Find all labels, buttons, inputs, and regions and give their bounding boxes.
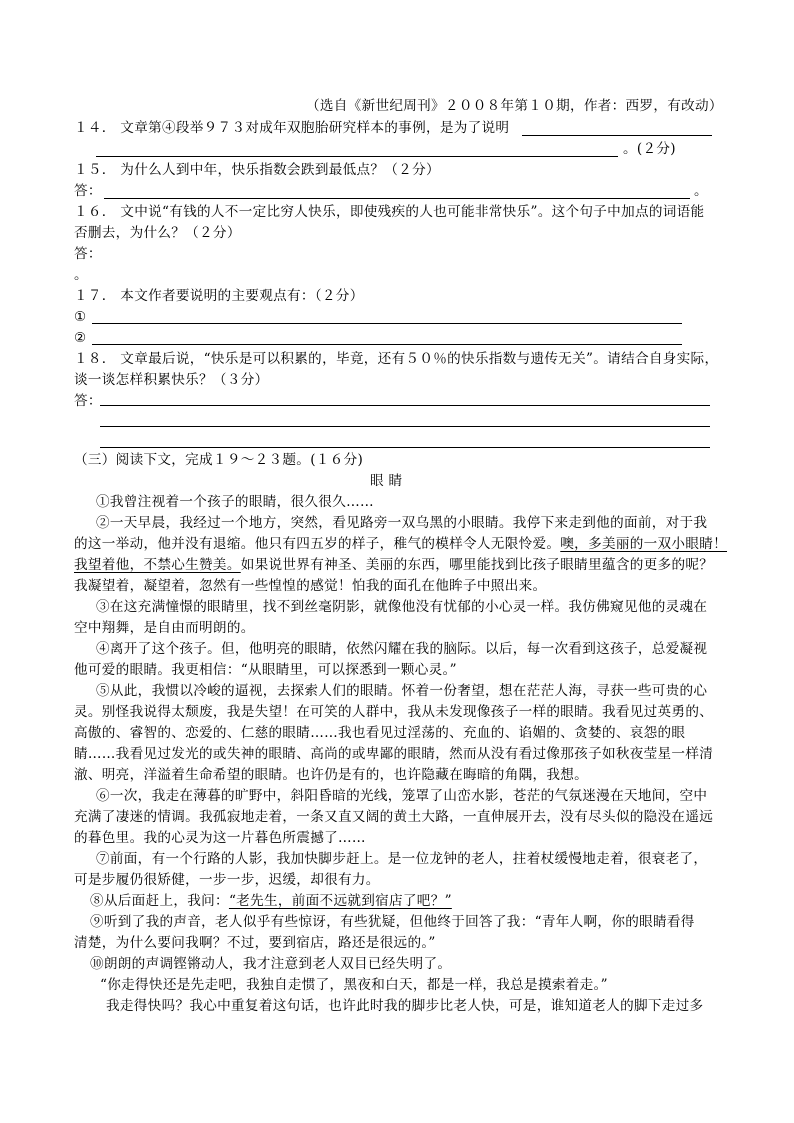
paragraph-5-line3: 高傲的、睿智的、恋爱的、仁慈的眼睛……我也看见过淫荡的、充血的、谄媚的、贪婪的、哀怨的眼: [74, 725, 686, 741]
answer-end-15: 。: [694, 183, 708, 199]
paragraph-3-line2: 空中翔舞，是自由而明朗的。: [74, 620, 255, 636]
paragraph-6-line3: 的暮色里。我的心灵为这一片暮色所震撼了……: [74, 830, 366, 846]
paragraph-5-line2: 灵。别怪我说得太颓废，我是失望！在可笑的人群中，我从未发现像孩子一样的眼睛。我看见过英勇的、: [74, 704, 714, 720]
underlined-sentence-b: 我望着他，不禁心生赞美。: [74, 557, 241, 573]
paragraph-3-line1: ③在这充满憧憬的眼睛里，找不到丝毫阴影，就像他没有忧郁的小心灵一样。我仿佛窥见他的灵魂在: [96, 599, 708, 615]
paragraph-8: ⑧从后面赶上，我问：“老先生，前面不远就到宿店了吧？”: [90, 893, 452, 909]
answer-label-16: 答：: [74, 246, 102, 262]
underlined-sentence-a: 噢，多美丽的一双小眼睛！: [560, 536, 728, 552]
source-citation: （选自《新世纪周刊》２００８年第１０期，作者：西罗，有改动）: [306, 98, 723, 114]
answer-blank-18c[interactable]: [100, 447, 710, 448]
paragraph-9-line1: ⑨听到了我的声音，老人似乎有些惊讶，有些犹疑，但他终于回答了我：“青年人啊，你的眼睛看得: [90, 914, 695, 930]
question-17: １７． 本文作者要说明的主要观点有：（２分）: [74, 288, 364, 304]
paragraph-6-line2: 充满了凄迷的情调。我孤寂地走着，一条又直又阔的黄土大路，一直伸展开去，没有尽头似的隐没在遥远: [74, 809, 714, 825]
answer-blank-18b[interactable]: [100, 426, 710, 427]
paragraph-2-line3: 我望着他，不禁心生赞美。如果说世界有神圣、美丽的东西，哪里能找到比孩子眼睛里蕴含的更多的呢？: [74, 557, 714, 573]
point-marker-1: ①: [74, 309, 87, 325]
answer-blank-15[interactable]: [104, 198, 690, 199]
paragraph-4-line2: 他可爱的眼睛。我更相信：“从眼睛里，可以探悉到一颗心灵。”: [74, 662, 457, 678]
question-16-line1: １６． 文中说“有钱的人不一定比穷人快乐，即使残疾的人也可能非常快乐”。这个句子中加点的词语能: [74, 204, 705, 220]
paragraph-1: ①我曾注视着一个孩子的眼睛，很久很久……: [96, 494, 374, 510]
question-14: １４． 文章第④段举９７３对成年双胞胎研究样本的事例，是为了说明: [74, 120, 510, 136]
paragraph-4-line1: ④离开了这个孩子。但，他明亮的眼睛，依然闪耀在我的脑际。以后，每一次看到这孩子，总爱凝视: [96, 641, 708, 657]
answer-blank-14b[interactable]: [96, 156, 618, 157]
paragraph-2-line4: 我凝望着，凝望着，忽然有一些惶惶的感觉！怕我的面孔在他眸子中照出来。: [74, 578, 547, 594]
question-14-end: 。(２分): [623, 141, 676, 157]
answer-blank-17a[interactable]: [92, 323, 682, 324]
answer-blank-17b[interactable]: [92, 344, 682, 345]
paragraph-9-line2: 清楚，为什么要问我啊？不过，要到宿店，路还是很远的。”: [74, 935, 436, 951]
paragraph-6-line1: ⑥一次，我走在薄暮的旷野中，斜阳昏暗的光线，笼罩了山峦水影，苍茫的气氛迷漫在天地间，空中: [96, 788, 708, 804]
paragraph-5-line4: 睛……我看见过发光的或失神的眼睛、高尚的或卑鄙的眼睛，然而从没有看过像那孩子如秋夜莹星一样清: [74, 746, 714, 762]
passage-title: 眼 睛: [370, 473, 403, 489]
paragraph-5-line1: ⑤从此，我惯以冷峻的逼视，去探索人们的眼睛。怀着一份奢望，想在茫茫人海，寻获一些可贵的心: [96, 683, 708, 699]
answer-blank-18a[interactable]: [100, 405, 710, 406]
paragraph-5-line5: 澈、明亮，洋溢着生命希望的眼睛。也许仍是有的，也许隐藏在晦暗的角隅，我想。: [74, 767, 589, 783]
point-marker-2: ②: [74, 330, 87, 346]
answer-end-16: 。: [74, 267, 88, 283]
paragraph-10: ⑩朗朗的声调铿锵动人，我才注意到老人双目已经失明了。: [90, 956, 452, 972]
section-3-heading: （三）阅读下文，完成１９～２３题。(１６分): [74, 452, 364, 468]
paragraph-7-line2: 可是步履仍很矫健，一步一步，迟缓，却很有力。: [74, 872, 380, 888]
answer-blank-14a[interactable]: [522, 135, 712, 136]
paragraph-11: “你走得快还是先走吧，我独自走惯了，黑夜和白天，都是一样，我总是摸索着走。”: [100, 977, 608, 993]
paragraph-7-line1: ⑦前面，有一个行路的人影，我加快脚步赶上。是一位龙钟的老人，拄着杖缓慢地走着，很衰老了，: [96, 851, 708, 867]
question-18-line2: 谈一谈怎样积累快乐？（３分）: [74, 372, 269, 388]
paragraph-2-line2: 的这一举动，他并没有退缩。他只有四五岁的样子，稚气的模样令人无限怜爱。噢，多美丽的一双小眼睛！: [74, 536, 728, 552]
paragraph-12: 我走得快吗？我心中重复着这句话，也许此时我的脚步比老人快，可是，谁知道老人的脚下走过多: [106, 998, 704, 1014]
question-15: １５． 为什么人到中年，快乐指数会跌到最低点？（２分）: [74, 162, 440, 178]
underlined-question: “老先生，前面不远就到宿店了吧？”: [228, 893, 452, 909]
paragraph-2-line1: ②一天早晨，我经过一个地方，突然，看见路旁一双乌黑的小眼睛。我停下来走到他的面前，对于我: [96, 515, 708, 531]
answer-label-18: 答：: [74, 393, 102, 409]
question-18-line1: １８． 文章最后说，“快乐是可以积累的，毕竟，还有５０％的快乐指数与遗传无关”。请结合自身实际，: [74, 351, 719, 367]
answer-label-15: 答：: [74, 183, 102, 199]
question-16-line2: 否删去，为什么？（２分）: [74, 225, 241, 241]
